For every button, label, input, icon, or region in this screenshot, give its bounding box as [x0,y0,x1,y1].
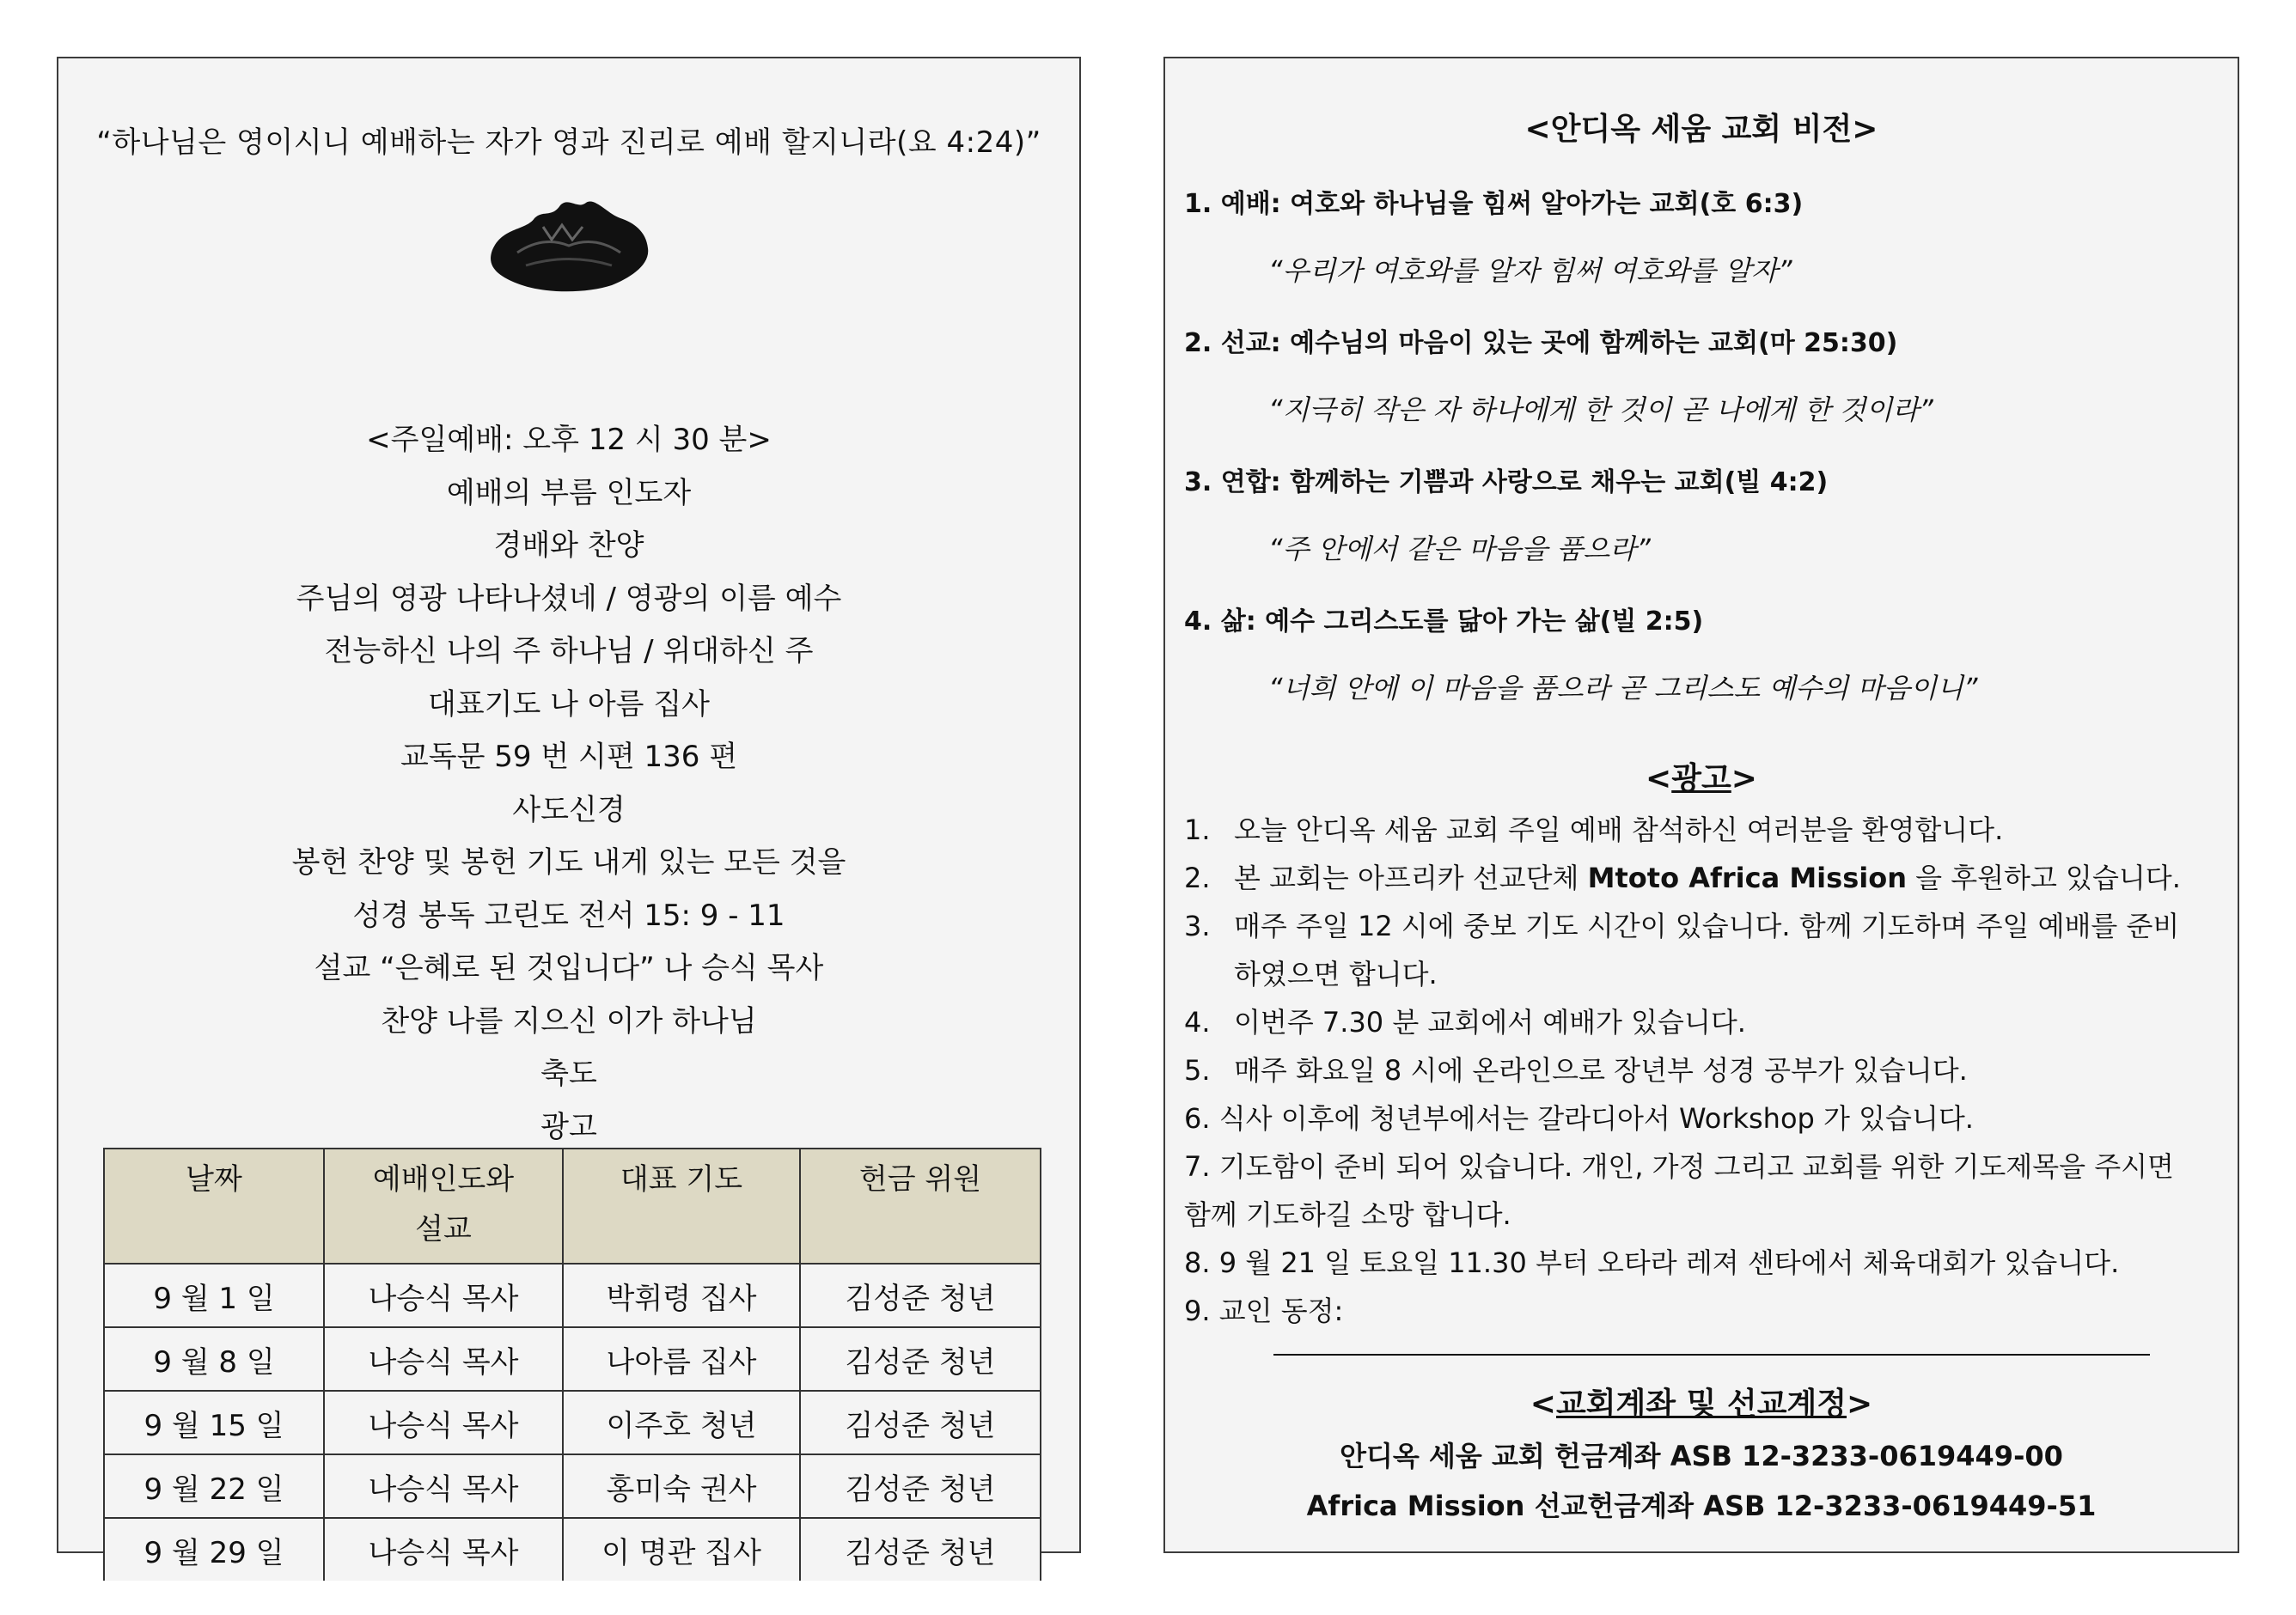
vision-item: 3. 연합: 함께하는 기쁨과 사랑으로 채우는 교회(빌 4:2) [1184,467,1829,497]
vision-quote: “주 안에서 같은 마음을 품으라” [1268,533,1651,565]
table-row [104,1327,1041,1391]
cell-prayer: 박휘령 집사 [563,1264,800,1327]
service-time-heading: <주일예배: 오후 12 시 30 분> [366,423,772,457]
vision-item: 1. 예배: 여호와 하나님을 힘써 알아가는 교회(호 6:3) [1184,189,1804,219]
order-item: 찬양 나를 지으신 이가 하나님 [381,1004,757,1039]
announcement-text: 매주 주일 12 시에 중보 기도 시간이 있습니다. 함께 기도하며 주일 예배를 준비 [1234,910,2180,942]
announcement-text: 매주 화요일 8 시에 온라인으로 장년부 성경 공부가 있습니다. [1234,1054,1968,1087]
scripture-verse: “하나님은 영이시니 예배하는 자가 영과 진리로 예배 할지니라(요 4:24)” [96,125,1041,160]
service-roster-table [103,1148,1041,1581]
order-item: 예배의 부름 인도자 [446,476,692,510]
vision-item: 2. 선교: 예수님의 마음이 있는 곳에 함께하는 교회(마 25:30) [1184,328,1898,358]
cell-offering: 김성준 청년 [800,1454,1041,1518]
table-row [104,1264,1041,1327]
header-date: 날짜 [104,1149,324,1264]
order-item: 주님의 영광 나타나셨네 / 영광의 이름 예수 [296,582,842,616]
church-account-line: 안디옥 세움 교회 헌금계좌 ASB 12-3233-0619449-00 [1340,1440,2063,1472]
announcement-continuation: 함께 기도하길 소망 합니다. [1184,1198,1511,1231]
order-item: 교독문 59 번 시편 136 편 [400,740,738,774]
cell-leader: 나승식 목사 [324,1327,563,1391]
order-item: 전능하신 나의 주 하나님 / 위대하신 주 [324,634,814,668]
cell-prayer: 이주호 청년 [563,1391,800,1454]
cell-date: 9 월 8 일 [104,1327,324,1391]
announcement-item: 8. 9 월 21 일 토요일 11.30 부터 오타라 레져 센타에서 체육대회가 있습니다. [1184,1246,2120,1279]
announcement-item [1184,1046,2217,1094]
announcement-continuation: 하였으면 합니다. [1234,958,1438,990]
mission-name: Mtoto Africa Mission [1587,862,1907,894]
cell-leader: 나승식 목사 [324,1518,563,1581]
announcements-heading [1165,754,2238,798]
table-row [104,1391,1041,1454]
header-prayer: 대표 기도 [563,1149,800,1264]
announcement-item: 7. 기도함이 준비 되어 있습니다. 개인, 가정 그리고 교회를 위한 기도제목을 주시면 [1184,1150,2174,1183]
cell-prayer: 이 명관 집사 [563,1518,800,1581]
cell-prayer: 나아름 집사 [563,1327,800,1391]
order-item: 대표기도 나 아름 집사 [427,687,711,722]
table-row [104,1454,1041,1518]
vision-quote: “너희 안에 이 마음을 품으라 곧 그리스도 예수의 마음이니” [1268,672,1978,704]
announcement-number: 1. [1184,814,1211,846]
order-item: 성경 봉독 고린도 전서 15: 9 - 11 [352,899,785,933]
vision-quote: “우리가 여호와를 알자 힘써 여호와를 알자” [1268,254,1792,287]
announcement-text: 본 교회는 아프리카 선교단체 [1234,862,1588,894]
announcement-item [1184,854,2217,902]
cell-offering: 김성준 청년 [800,1264,1041,1327]
order-item: 경배와 찬양 [493,528,644,563]
cell-leader: 나승식 목사 [324,1391,563,1454]
cell-leader: 나승식 목사 [324,1264,563,1327]
announcements-heading-text: 광고 [1671,761,1731,796]
vision-quote: “지극히 작은 자 하나에게 한 것이 곧 나에게 한 것이라” [1268,393,1933,426]
announcements-list [1184,806,2217,1335]
vision-heading: <안디옥 세움 교회 비전> [1524,112,1878,147]
accounts-heading [1165,1380,2238,1423]
header-leader-line2: 설교 [415,1212,472,1246]
cell-date: 9 월 1 일 [104,1264,324,1327]
table-row [104,1518,1041,1581]
accounts-heading-open: < [1530,1386,1556,1422]
announcement-item: 9. 교인 동정: [1184,1295,1344,1327]
cell-offering: 김성준 청년 [800,1391,1041,1454]
header-leader-line1: 예배인도와 [372,1162,515,1197]
order-item: 축도 [540,1057,597,1091]
order-item: 설교 “은혜로 된 것입니다” 나 승식 목사 [314,951,824,985]
header-offering: 헌금 위원 [800,1149,1041,1264]
announcement-item [1184,902,2217,950]
mission-account-line: Africa Mission 선교헌금계좌 ASB 12-3233-0619449-51 [1306,1490,2097,1522]
announcement-number: 4. [1184,1006,1211,1039]
header-leader [324,1149,563,1264]
church-emblem-image [483,192,655,296]
announcement-text: 오늘 안디옥 세움 교회 주일 예배 참석하신 여러분을 환영합니다. [1234,814,2004,846]
cell-date: 9 월 15 일 [104,1391,324,1454]
accounts-heading-text: 교회계좌 및 선교계정 [1555,1386,1847,1422]
section-divider [1273,1354,2150,1356]
accounts-heading-close: > [1847,1386,1873,1422]
order-item: 광고 [540,1110,597,1144]
cell-date: 9 월 22 일 [104,1454,324,1518]
order-item: 봉헌 찬양 및 봉헌 기도 내게 있는 모든 것을 [291,845,846,880]
announcement-number: 2. [1184,862,1211,894]
order-item: 사도신경 [512,793,626,827]
announcement-number: 5. [1184,1054,1211,1087]
cell-prayer: 홍미숙 권사 [563,1454,800,1518]
bulletin-left-page [57,57,1081,1570]
announcement-number: 3. [1184,910,1211,942]
announcements-heading-close: > [1731,761,1757,796]
cell-offering: 김성준 청년 [800,1518,1041,1581]
vision-item: 4. 삶: 예수 그리스도를 닮아 가는 삶(빌 2:5) [1184,606,1704,637]
announcement-item [1184,998,2217,1046]
bulletin-right-page [1163,57,2239,1553]
announcement-item: 6. 식사 이후에 청년부에서는 갈라디아서 Workshop 가 있습니다. [1184,1102,1974,1135]
announcement-text: 이번주 7.30 분 교회에서 예배가 있습니다. [1234,1006,1746,1039]
cell-date: 9 월 29 일 [104,1518,324,1581]
table-header-row [104,1149,1041,1264]
cell-offering: 김성준 청년 [800,1327,1041,1391]
announcement-text: 을 후원하고 있습니다. [1906,862,2181,894]
announcements-heading-open: < [1646,761,1672,796]
cell-leader: 나승식 목사 [324,1454,563,1518]
announcement-item [1184,806,2217,854]
